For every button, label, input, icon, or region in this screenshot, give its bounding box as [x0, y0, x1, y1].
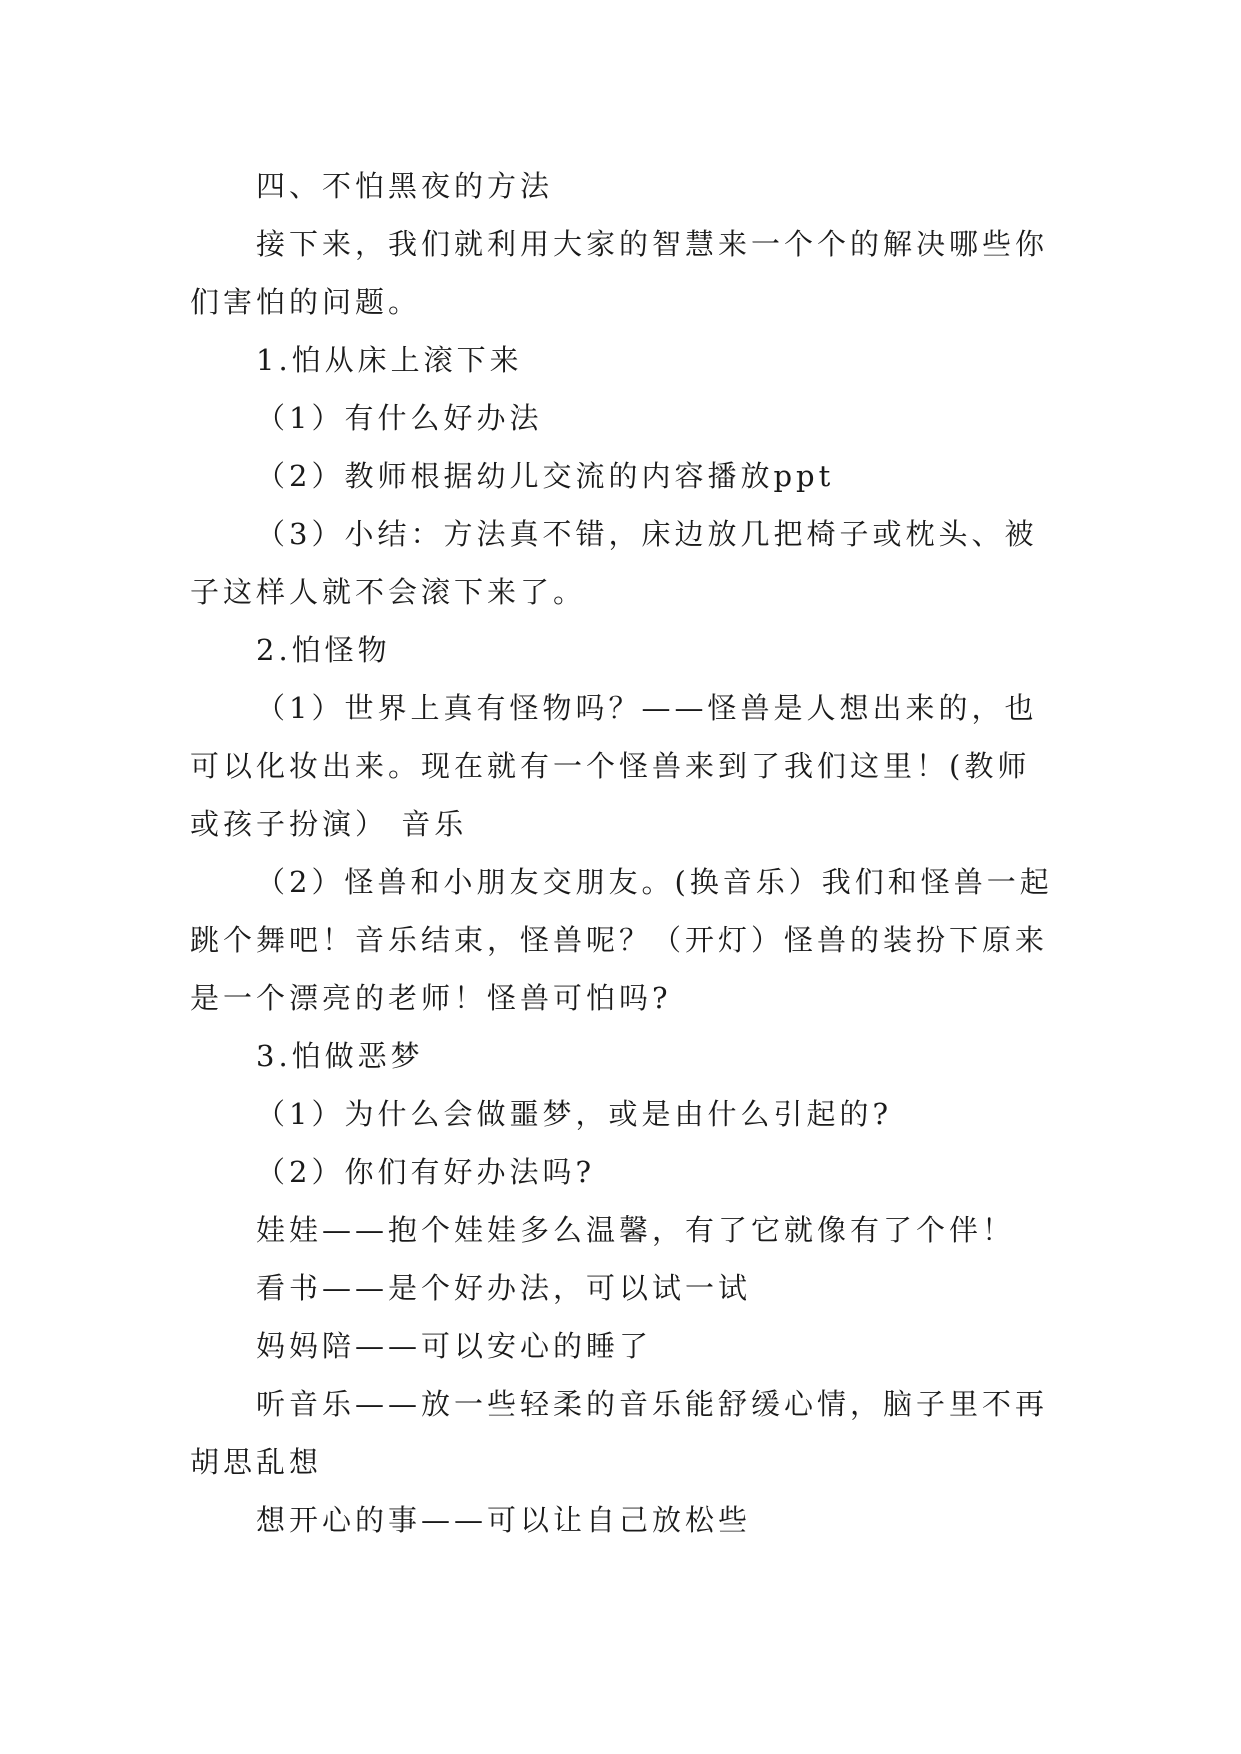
item-heading-1: 1.怕从床上滚下来	[256, 343, 523, 377]
method-reading: 看书——是个好办法，可以试一试	[256, 1271, 752, 1305]
item-heading-3: 3.怕做恶梦	[256, 1039, 424, 1073]
item-2-point-1: （1）世界上真有怪物吗？——怪兽是人想出来的，也可以化妆出来。现在就有一个怪兽来到了我们这里！(教师或孩子扮演） 音乐	[190, 691, 1038, 841]
method-doll: 娃娃——抱个娃娃多么温馨，有了它就像有了个伴！	[256, 1213, 1016, 1247]
item-1-point-2: （2）教师根据幼儿交流的内容播放ppt	[256, 459, 835, 493]
item-1-point-1: （1）有什么好办法	[256, 401, 543, 435]
method-music: 听音乐——放一些轻柔的音乐能舒缓心情，脑子里不再胡思乱想	[190, 1387, 1049, 1479]
document-body	[190, 157, 1056, 1549]
method-happy-thoughts: 想开心的事——可以让自己放松些	[256, 1503, 752, 1537]
section-heading: 四、不怕黑夜的方法	[256, 169, 554, 203]
item-1-point-3: （3）小结：方法真不错，床边放几把椅子或枕头、被子这样人就不会滚下来了。	[190, 517, 1038, 609]
item-3-point-1: （1）为什么会做噩梦，或是由什么引起的?	[256, 1097, 892, 1131]
method-mom: 妈妈陪——可以安心的睡了	[256, 1329, 653, 1363]
item-heading-2: 2.怕怪物	[256, 633, 391, 667]
item-3-point-2: （2）你们有好办法吗?	[256, 1155, 595, 1189]
item-2-point-2: （2）怪兽和小朋友交朋友。(换音乐）我们和怪兽一起跳个舞吧！音乐结束，怪兽呢？（开灯）怪兽的装扮下原来是一个漂亮的老师！怪兽可怕吗?	[190, 865, 1053, 1015]
paragraph-intro: 接下来，我们就利用大家的智慧来一个个的解决哪些你们害怕的问题。	[190, 227, 1049, 319]
